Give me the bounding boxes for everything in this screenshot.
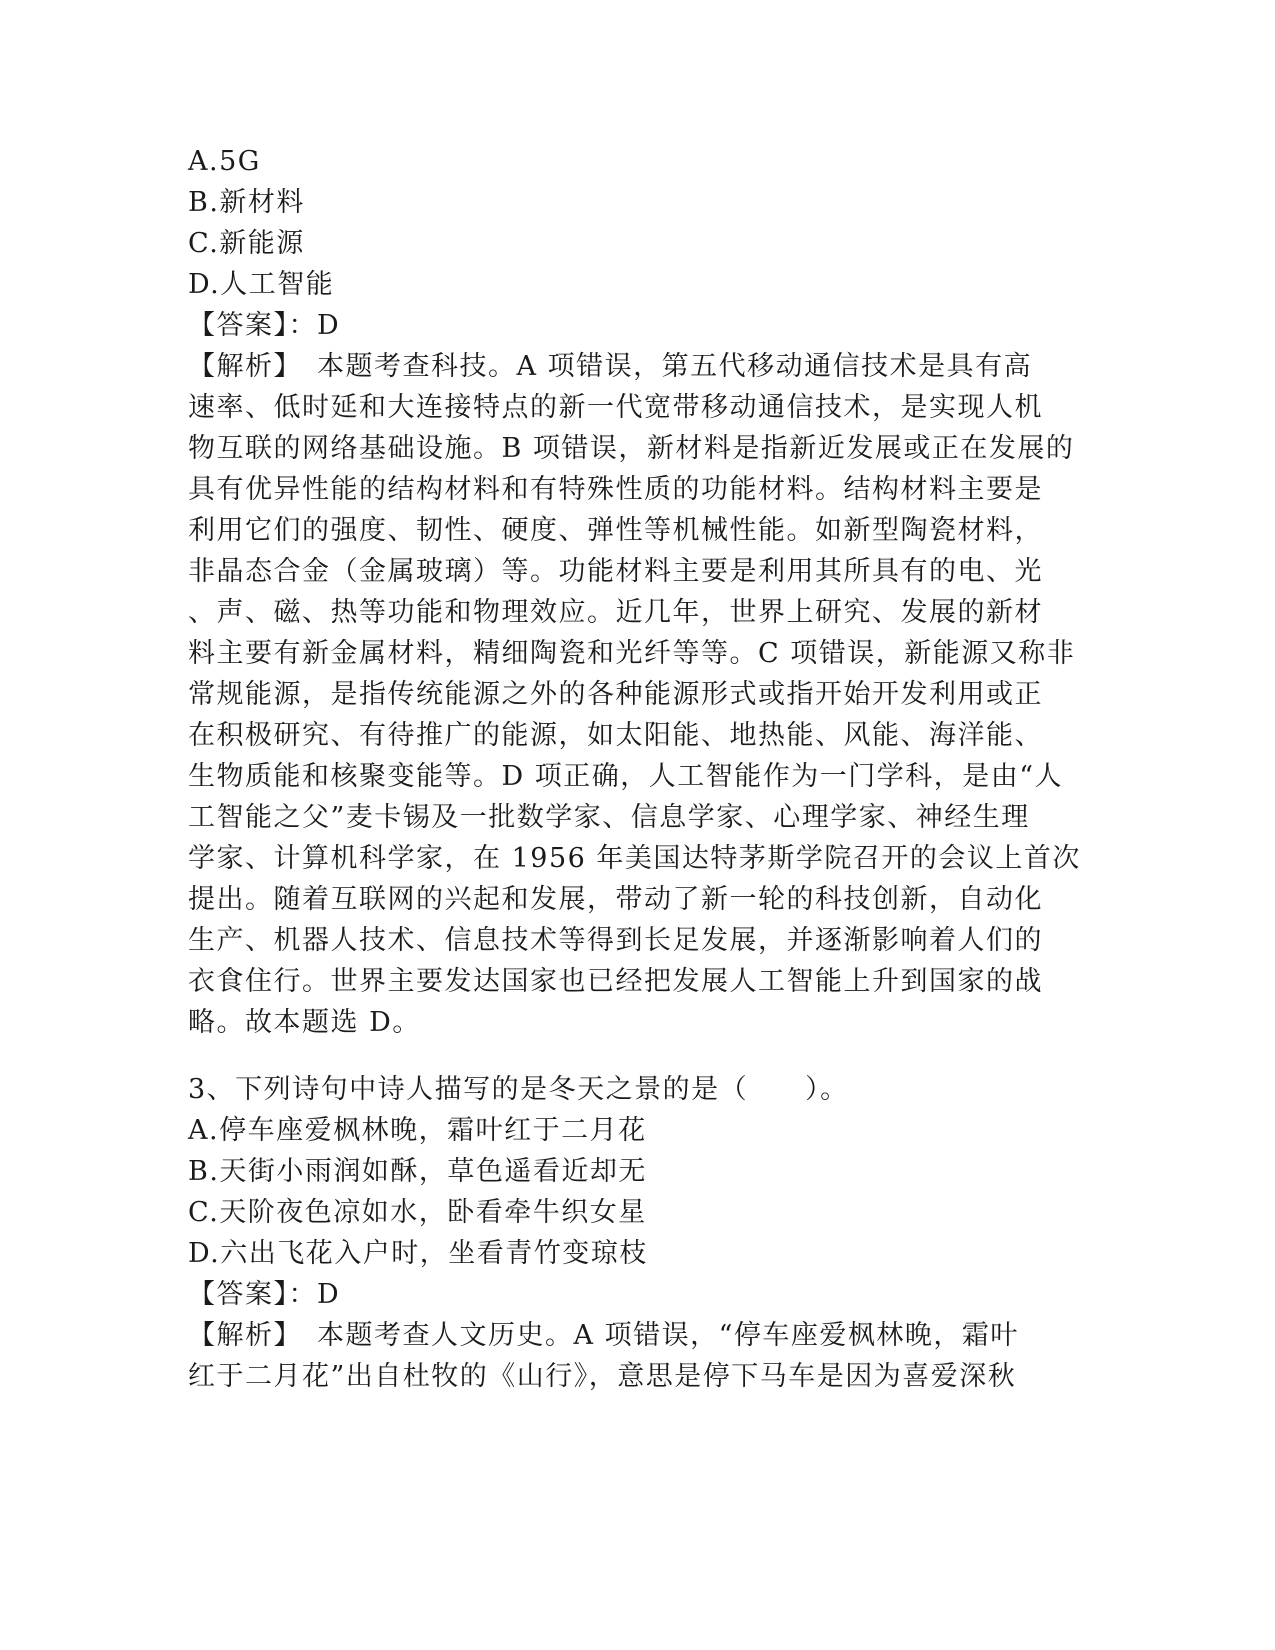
q2-answer: 【答案】：D bbox=[188, 310, 341, 341]
q2-analysis-line: 提出。随着互联网的兴起和发展，带动了新一轮的科技创新，自动化 bbox=[188, 884, 1043, 915]
q3-answer: 【答案】：D bbox=[188, 1279, 341, 1310]
q2-analysis-line: 在积极研究、有待推广的能源，如太阳能、地热能、风能、海洋能、 bbox=[188, 720, 1043, 751]
q2-option-a: A.5G bbox=[188, 146, 261, 177]
q2-analysis-line: 工智能之父”麦卡锡及一批数学家、信息学家、心理学家、神经生理 bbox=[188, 802, 1030, 833]
q2-analysis-line: 生产、机器人技术、信息技术等得到长足发展，并逐渐影响着人们的 bbox=[188, 925, 1043, 956]
q3-option-b: B.天街小雨润如酥，草色遥看近却无 bbox=[188, 1156, 647, 1187]
q2-analysis-line: 利用它们的强度、韧性、硬度、弹性等机械性能。如新型陶瓷材料， bbox=[188, 515, 1043, 546]
q2-analysis-line: 、声、磁、热等功能和物理效应。近几年，世界上研究、发展的新材 bbox=[188, 597, 1043, 628]
q2-analysis-line: 常规能源，是指传统能源之外的各种能源形式或指开始开发利用或正 bbox=[188, 679, 1043, 710]
q2-option-c: C.新能源 bbox=[188, 228, 305, 259]
q2-analysis-line: 学家、计算机科学家，在 1956 年美国达特茅斯学院召开的会议上首次 bbox=[188, 843, 1081, 874]
q2-analysis-line: 具有优异性能的结构材料和有特殊性质的功能材料。结构材料主要是 bbox=[188, 474, 1043, 505]
q3-analysis-line: 【解析】 本题考查人文历史。A 项错误，“停车座爱枫林晚，霜叶 bbox=[188, 1320, 1019, 1351]
q2-analysis-line: 略。故本题选 D。 bbox=[188, 1007, 421, 1038]
q2-analysis-line: 生物质能和核聚变能等。D 项正确，人工智能作为一门学科，是由“人 bbox=[188, 761, 1064, 792]
q2-analysis-line: 物互联的网络基础设施。B 项错误，新材料是指新近发展或正在发展的 bbox=[188, 433, 1075, 464]
q3-option-d: D.六出飞花入户时，坐看青竹变琼枝 bbox=[188, 1238, 648, 1269]
q3-option-c: C.天阶夜色凉如水，卧看牵牛织女星 bbox=[188, 1197, 647, 1228]
q2-analysis-line: 非晶态合金（金属玻璃）等。功能材料主要是利用其所具有的电、光 bbox=[188, 556, 1043, 587]
q2-analysis-line: 【解析】 本题考查科技。A 项错误，第五代移动通信技术是具有高 bbox=[188, 351, 1033, 382]
q2-analysis-line: 速率、低时延和大连接特点的新一代宽带移动通信技术，是实现人机 bbox=[188, 392, 1043, 423]
q2-analysis-line: 料主要有新金属材料，精细陶瓷和光纤等等。C 项错误，新能源又称非 bbox=[188, 638, 1076, 669]
q2-option-d: D.人工智能 bbox=[188, 269, 335, 300]
q3-option-a: A.停车座爱枫林晚，霜叶红于二月花 bbox=[188, 1115, 647, 1146]
q3-analysis-line: 红于二月花”出自杜牧的《山行》，意思是停下马车是因为喜爱深秋 bbox=[188, 1361, 1017, 1392]
q3-question: 3、下列诗句中诗人描写的是冬天之景的是（ ）。 bbox=[188, 1074, 849, 1105]
q2-analysis-line: 衣食住行。世界主要发达国家也已经把发展人工智能上升到国家的战 bbox=[188, 966, 1043, 997]
q2-option-b: B.新材料 bbox=[188, 187, 305, 218]
